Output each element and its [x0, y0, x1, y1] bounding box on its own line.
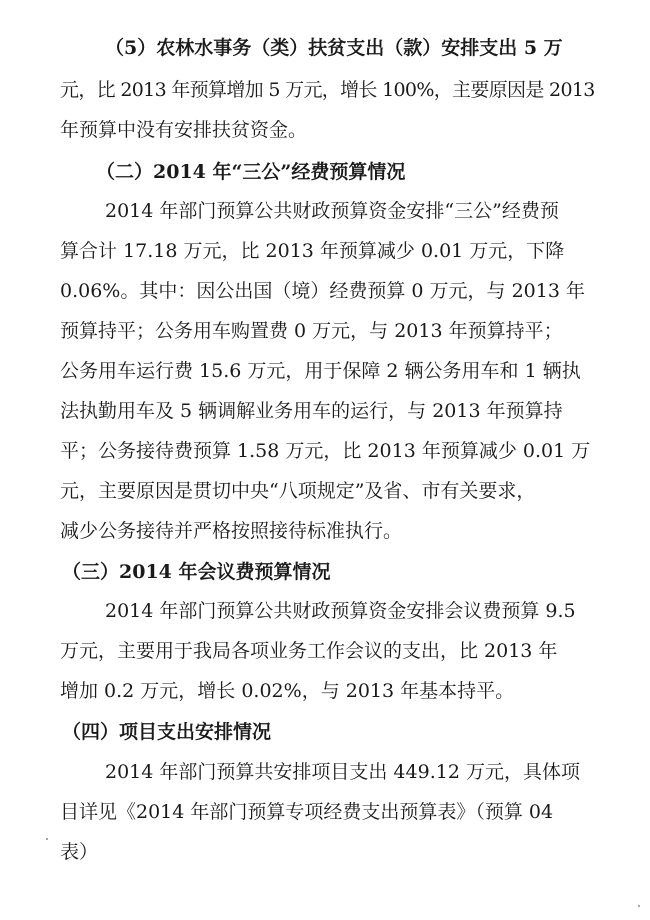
- meeting-line-3: 增加 0.2 万元，增长 0.02%，与 2013 年基本持平。: [60, 680, 515, 702]
- sangong-line-2: 算合计 17.18 万元，比 2013 年预算减少 0.01 万元，下降: [60, 240, 565, 262]
- sangong-line-3: 0.06%。其中：因公出国（境）经费预算 0 万元，与 2013 年: [60, 280, 585, 302]
- project-line-2: 目详见《2014 年部门预算专项经费支出预算表》（预算 04: [60, 801, 554, 823]
- item-5-line-1: （5）农林水事务（类）扶贫支出（款）安排支出 5 万: [105, 37, 563, 59]
- project-line-3: 表）: [60, 841, 99, 863]
- scan-speck: [638, 905, 640, 907]
- heading-project: （四）项目支出安排情况: [62, 721, 272, 743]
- heading-sangong: （二）2014 年“三公”经费预算情况: [96, 161, 406, 183]
- meeting-line-2: 万元，主要用于我局各项业务工作会议的支出，比 2013 年: [60, 640, 558, 662]
- sangong-line-8: 元，主要原因是贯切中央“八项规定”及省、市有关要求，: [60, 480, 536, 502]
- sangong-line-5: 公务用车运行费 15.6 万元，用于保障 2 辆公务用车和 1 辆执: [60, 360, 581, 382]
- meeting-line-1: 2014 年部门预算公共财政预算资金安排会议费预算 9.5: [105, 600, 576, 622]
- heading-meeting: （三）2014 年会议费预算情况: [62, 561, 331, 583]
- project-line-1: 2014 年部门预算共安排项目支出 449.12 万元，具体项: [105, 761, 580, 783]
- sangong-line-9: 减少公务接待并严格按照接待标准执行。: [60, 520, 403, 542]
- sangong-line-1: 2014 年部门预算公共财政预算资金安排“三公”经费预: [105, 200, 559, 222]
- item-5-line-3: 年预算中没有安排扶贫资金。: [60, 119, 308, 141]
- sangong-line-4: 预算持平；公务用车购置费 0 万元，与 2013 年预算持平；: [60, 320, 563, 342]
- item-5-line-2: 元，比 2013 年预算增加 5 万元，增长 100%，主要原因是 2013: [60, 79, 595, 101]
- scan-speck: [46, 838, 48, 840]
- sangong-line-6: 法执勤用车及 5 辆调解业务用车的运行，与 2013 年预算持: [60, 400, 563, 422]
- sangong-line-7: 平；公务接待费预算 1.58 万元，比 2013 年预算减少 0.01 万: [60, 440, 591, 462]
